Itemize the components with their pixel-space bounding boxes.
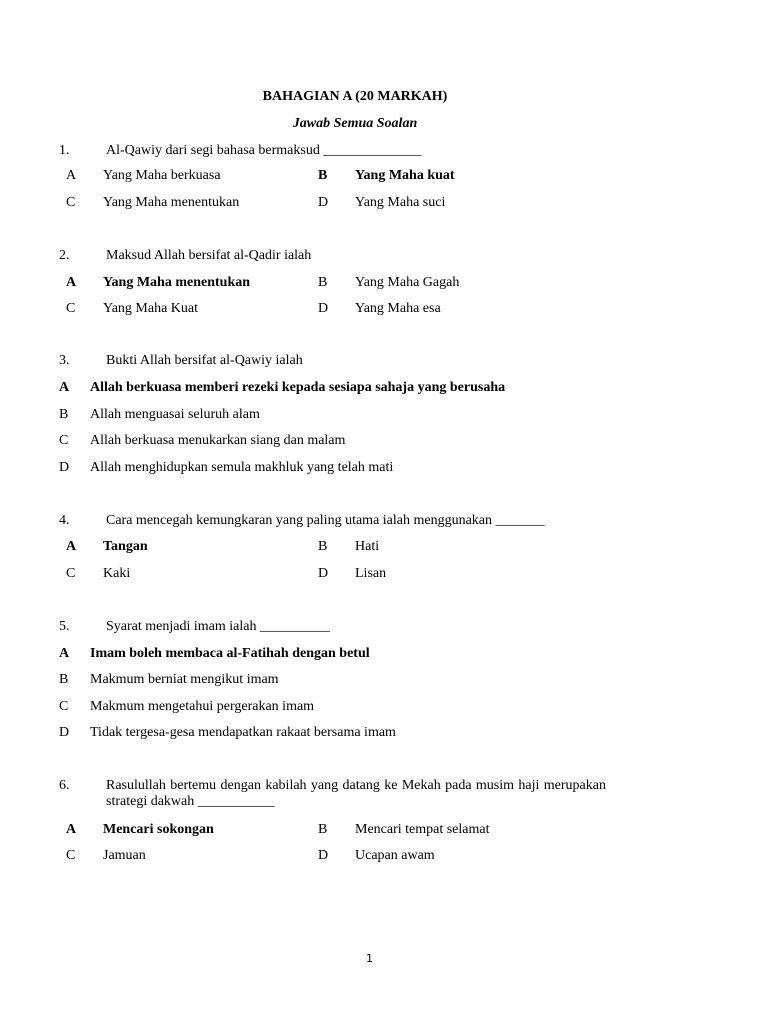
page-number: 1 (366, 952, 373, 965)
option-letter: C (59, 433, 69, 448)
option-letter: A (66, 539, 77, 554)
option-text: Allah menguasai seluruh alam (90, 407, 260, 422)
option-text: Lisan (355, 566, 387, 581)
option-letter: B (318, 168, 328, 183)
option-letter: D (318, 195, 329, 210)
option-text: Mencari tempat selamat (355, 822, 490, 837)
option-letter: C (66, 848, 76, 863)
question-number: 2. (59, 248, 70, 263)
option-letter: B (318, 275, 328, 290)
option-text: Jamuan (103, 848, 146, 863)
option-letter: C (66, 195, 76, 210)
question-text: Cara mencegah kemungkaran yang paling utama ialah menggunakan _______ (106, 513, 545, 528)
question-text: Syarat menjadi imam ialah __________ (106, 619, 330, 634)
question-text: Bukti Allah bersifat al-Qawiy ialah (106, 353, 303, 368)
option-letter: B (59, 672, 69, 687)
option-letter: D (318, 301, 329, 316)
option-text: Imam boleh membaca al-Fatihah dengan betul (90, 646, 370, 661)
question-number: 1. (59, 143, 70, 158)
option-letter: B (59, 407, 69, 422)
option-text: Tidak tergesa-gesa mendapatkan rakaat bersama imam (90, 725, 396, 740)
option-text: Hati (355, 539, 380, 554)
option-text: Kaki (103, 566, 131, 581)
question-number: 4. (59, 513, 70, 528)
question-number: 6. (59, 778, 70, 793)
option-letter: D (59, 725, 70, 740)
option-text: Yang Maha menentukan (103, 275, 251, 290)
option-letter: C (59, 699, 69, 714)
option-letter: A (59, 380, 70, 395)
instruction: Jawab Semua Soalan (292, 116, 418, 131)
page-title: BAHAGIAN A (20 MARKAH) (262, 89, 448, 104)
option-text: Allah berkuasa memberi rezeki kepada sesiapa sahaja yang berusaha (90, 380, 506, 395)
option-text: Yang Maha suci (355, 195, 446, 210)
option-text: Makmum mengetahui pergerakan imam (90, 699, 315, 714)
option-text: Ucapan awam (355, 848, 435, 863)
option-letter: B (318, 539, 328, 554)
option-text: Makmum berniat mengikut imam (90, 672, 279, 687)
option-text: Yang Maha esa (355, 301, 441, 316)
option-letter: A (66, 275, 77, 290)
option-letter: D (318, 848, 329, 863)
option-text: Yang Maha kuat (355, 168, 455, 183)
question-text: Al-Qawiy dari segi bahasa bermaksud ______________ (106, 143, 422, 158)
option-text: Yang Maha berkuasa (103, 168, 221, 183)
option-text: Yang Maha Gagah (355, 275, 460, 290)
question-text: Rasulullah bertemu dengan kabilah yang datang ke Mekah pada musim haji merupakan strategi dakwah ___________ (106, 778, 606, 809)
option-text: Yang Maha menentukan (103, 195, 240, 210)
option-letter: B (318, 822, 328, 837)
option-letter: A (59, 646, 70, 661)
option-text: Allah berkuasa menukarkan siang dan malam (90, 433, 346, 448)
option-letter: D (318, 566, 329, 581)
option-text: Mencari sokongan (103, 822, 214, 837)
option-text: Tangan (103, 539, 148, 554)
option-text: Allah menghidupkan semula makhluk yang telah mati (90, 460, 394, 475)
option-letter: A (66, 822, 77, 837)
question-text: Maksud Allah bersifat al-Qadir ialah (106, 248, 312, 263)
question-number: 5. (59, 619, 70, 634)
option-letter: D (59, 460, 70, 475)
question-number: 3. (59, 353, 70, 368)
option-letter: A (66, 168, 77, 183)
option-letter: C (66, 301, 76, 316)
option-letter: C (66, 566, 76, 581)
option-text: Yang Maha Kuat (103, 301, 199, 316)
